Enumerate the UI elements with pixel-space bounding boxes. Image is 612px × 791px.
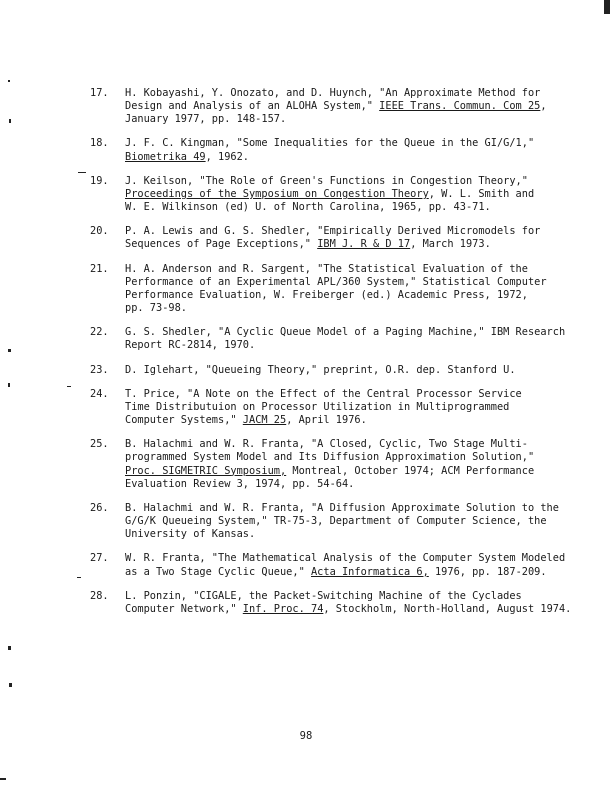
reference-text: University of Kansas.: [125, 528, 256, 541]
reference-line: [125, 238, 590, 251]
reference-line: [125, 528, 590, 541]
reference-line: [125, 137, 590, 150]
reference-entry: [90, 502, 590, 541]
reference-line: [125, 388, 590, 401]
reference-line: [125, 465, 590, 478]
reference-source-title: Proceedings of the Symposium on Congestion Theory: [125, 187, 429, 200]
reference-line: [125, 401, 590, 414]
reference-text: as a Two Stage Cyclic Queue,": [125, 565, 311, 578]
reference-number: 17.: [90, 87, 109, 99]
reference-line: [125, 414, 590, 427]
reference-text: Performance Evaluation, W. Freiberger (ed.) Academic Press, 1972,: [125, 288, 528, 301]
reference-line: [125, 113, 590, 126]
reference-line: [125, 552, 590, 565]
reference-text: D. Iglehart, "Queueing Theory," preprint, O.R. dep. Stanford U.: [125, 363, 516, 376]
reference-text: pp. 73-98.: [125, 301, 187, 314]
reference-number: 23.: [90, 363, 109, 376]
scan-speck: [8, 349, 11, 352]
reference-text: B. Halachmi and W. R. Franta, "A Diffusion Approximate Solution to the: [125, 501, 559, 514]
reference-line: [125, 590, 590, 603]
reference-text: Performance of an Experimental APL/360 System," Statistical Computer: [125, 275, 547, 288]
reference-entry: [90, 225, 590, 251]
reference-line: [125, 225, 590, 238]
reference-text: B. Halachmi and W. R. Franta, "A Closed, Cyclic, Two Stage Multi-: [125, 438, 528, 451]
reference-text: H. Kobayashi, Y. Onozato, and D. Huynch, "An Approximate Method for: [125, 87, 541, 99]
scan-speck: [8, 646, 11, 650]
reference-text: ,: [540, 100, 547, 113]
reference-source-title: IBM J. R & D 17: [317, 238, 411, 251]
reference-line: [125, 451, 590, 464]
page-number: 98: [299, 730, 313, 742]
reference-line: [125, 175, 590, 188]
reference-entry: [90, 590, 590, 616]
margin-dash: [67, 386, 71, 387]
reference-text: Computer Systems,": [125, 414, 243, 427]
reference-text: W. R. Franta, "The Mathematical Analysis of the Computer System Modeled: [125, 552, 566, 565]
reference-text: Design and Analysis of an ALOHA System,": [125, 100, 380, 113]
reference-line: [125, 566, 590, 579]
reference-text: H. A. Anderson and R. Sargent, "The Statistical Evaluation of the: [125, 262, 528, 275]
scan-speck: [9, 119, 11, 123]
reference-number: 20.: [90, 225, 109, 238]
reference-text: Sequences of Page Exceptions,": [125, 238, 318, 251]
reference-line: [125, 515, 590, 528]
reference-list: [90, 87, 590, 627]
reference-line: [125, 151, 590, 164]
reference-text: Computer Network,": [125, 602, 243, 615]
reference-source-title: IEEE Trans. Commun. Com 25: [379, 100, 541, 113]
reference-number: 25.: [90, 438, 109, 451]
reference-text: G/G/K Queueing System," TR-75-3, Department of Computer Science, the: [125, 515, 547, 528]
reference-text: 1976, pp. 187-209.: [428, 565, 547, 578]
reference-text: , W. L. Smith and: [428, 187, 535, 200]
reference-entry: [90, 326, 590, 352]
reference-number: 27.: [90, 552, 109, 565]
reference-entry: [90, 388, 590, 427]
reference-text: , Stockholm, North-Holland, August 1974.: [323, 602, 572, 615]
reference-entry: [90, 175, 590, 214]
reference-line: [125, 289, 590, 302]
reference-number: 26.: [90, 501, 109, 514]
reference-text: programmed System Model and Its Diffusion Approximation Solution,": [125, 451, 535, 464]
reference-number: 19.: [90, 174, 109, 187]
reference-line: [125, 438, 590, 451]
scan-speck: [8, 383, 10, 387]
reference-line: [125, 339, 590, 352]
reference-line: [125, 201, 590, 214]
reference-line: [125, 364, 590, 377]
reference-source-title: Inf. Proc. 74: [242, 602, 324, 615]
margin-dash: [78, 172, 86, 173]
reference-text: W. E. Wilkinson (ed) U. of North Carolina, 1965, pp. 43-71.: [125, 201, 491, 214]
reference-entry: [90, 438, 590, 490]
reference-text: Time Distributuion on Processor Utilization in Multiprogrammed: [125, 401, 510, 413]
reference-text: Evaluation Review 3, 1974, pp. 54-64.: [125, 477, 355, 490]
reference-entry: [90, 552, 590, 578]
scan-speck: [8, 80, 10, 82]
reference-source-title: JACM 25: [242, 414, 287, 427]
scan-speck: [0, 778, 6, 780]
reference-source-title: Proc. SIGMETRIC Symposium,: [125, 464, 287, 477]
reference-text: G. S. Shedler, "A Cyclic Queue Model of a Paging Machine," IBM Research: [125, 326, 566, 339]
reference-text: , April 1976.: [286, 414, 367, 427]
reference-text: T. Price, "A Note on the Effect of the Central Processor Service: [125, 387, 522, 400]
reference-entry: [90, 364, 590, 377]
reference-entry: [90, 263, 590, 315]
reference-text: L. Ponzin, "CIGALE, the Packet-Switching Machine of the Cyclades: [125, 589, 522, 602]
reference-text: Report RC-2814, 1970.: [125, 339, 256, 352]
reference-number: 18.: [90, 137, 109, 150]
reference-text: , March 1973.: [410, 238, 491, 251]
scan-mark-top-right: [604, 0, 610, 14]
reference-line: [125, 326, 590, 339]
reference-number: 24.: [90, 387, 109, 400]
reference-line: [125, 502, 590, 515]
reference-line: [125, 87, 590, 100]
reference-line: [125, 478, 590, 491]
reference-line: [125, 276, 590, 289]
reference-number: 22.: [90, 326, 109, 339]
reference-number: 28.: [90, 589, 109, 602]
reference-line: [125, 263, 590, 276]
reference-line: [125, 302, 590, 315]
reference-text: P. A. Lewis and G. S. Shedler, "Empirically Derived Micromodels for: [125, 225, 541, 238]
reference-entry: [90, 87, 590, 126]
reference-text: J. F. C. Kingman, "Some Inequalities for the Queue in the GI/G/1,": [125, 137, 535, 150]
reference-text: J. Keilson, "The Role of Green's Functions in Congestion Theory,": [125, 174, 528, 187]
reference-line: [125, 603, 590, 616]
reference-line: [125, 188, 590, 201]
reference-text: January 1977, pp. 148-157.: [125, 113, 287, 126]
reference-line: [125, 100, 590, 113]
reference-text: , 1962.: [205, 150, 249, 163]
reference-source-title: Acta Informatica 6,: [310, 565, 429, 578]
scan-speck: [9, 683, 12, 687]
reference-entry: [90, 137, 590, 163]
reference-source-title: Biometrika 49: [125, 150, 206, 163]
reference-text: Montreal, October 1974; ACM Performance: [286, 464, 535, 477]
reference-number: 21.: [90, 262, 109, 275]
margin-dash: [77, 577, 81, 578]
